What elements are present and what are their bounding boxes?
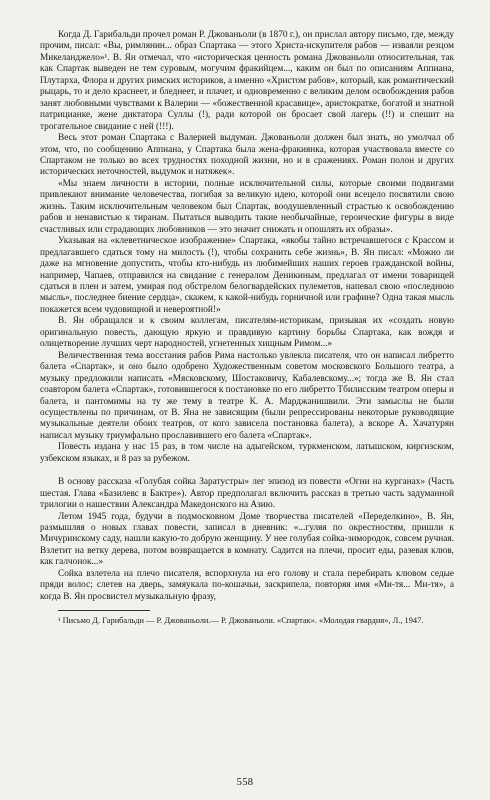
- paragraph-8: В основу рассказа «Голубая сойка Заратустры» лег эпизод из повести «Огни на курганах» (Часть шестая. Глава «Базилевс в Бактре»). Автор предполагал включить рассказ в третью часть задуманной трилогии о нашествии Александра Македонского на Азию.: [40, 477, 454, 511]
- page-number: 558: [236, 777, 254, 788]
- paragraph-4: Указывая на «клеветническое изображение» Спартака, «якобы тайно встречавшегося с Крассом и предлагавшего сдаться тому на милость (!), чтобы сохранить себе жизнь», В. Ян писал: «Можно ли даже на мгновение допустить, чтобы кто-нибудь из любимейших наших героев гражданской войны, например, Чапаев, отправился на свидание с генералом Деникиным, предлагал от имени товарищей сдаться в плен и затем, умирая под обстрелом белогвардейских пулеметов, напевал свою «последнюю мысль», последнее биение сердца», скажем, к какой-нибудь горничной или графине? Одна такая мысль покажется всем чудовищной и невероятной!»: [40, 236, 454, 315]
- main-text-bottom: [40, 477, 454, 603]
- section-gap: [40, 465, 454, 477]
- paragraph-3: «Мы знаем личности в истории, полные исключительной силы, которые своими подвигами привлекают внимание человечества, погибая за великую идею, которой они всецело посвятили свою жизнь. Таким исключительным человеком был Спартак, воодушевленный страстью к освобождению рабов и ненавистью к тиранам. Пытаться выводить такие необычайные, героические фигуры в виде счастливых или страдающих любовников — это значит снижать и опошлять их образы».: [40, 178, 454, 235]
- paragraph-1: Когда Д. Гарибальди прочел роман Р. Джованьоли (в 1870 г.), он прислал автору письмо, где, между прочим, писал: «Вы, римлянин... образ Спартака — этого Христа-искупителя рабов — изваяли резцом Микеланджело»¹. В. Ян отмечал, что «историческая ценность романа Джованьоли относительная, так как Спартак выведен не тем суровым, могучим фракийцем..., каким он был по описаниям Аппиана, Плутарха, Флора и других римских историков, а именно «Христом рабов», который, как романтический рыцарь, то и дело краснеет, и бледнеет, и плачет, и одновременно с великим делом освобождения рабов занят любовными чувствами к Валерии — «божественной красавице», аристократке, богатой и знатной патрицианке, жене диктатора Суллы (!), ради которой он бросает свой лагерь (!!) и спешит на трогательное свидание с ней (!!!).: [40, 30, 454, 132]
- paragraph-10: Сойка взлетела на плечо писателя, вспорхнула на его голову и стала перебирать клювом седые пряди волос; слетев на дверь, замяукала по-кошачьи, заскрипела, повторяя имя «Ми-тя... Ми-тя», а когда В. Ян просвистел музыкальную фразу,: [40, 568, 454, 602]
- main-text-top: [40, 30, 454, 465]
- paragraph-9: Летом 1945 года, будучи в подмосковном Доме творчества писателей «Переделкино», В. Ян, размышляя о новых главах повести, записал в дневник: «...гуляя по окрестностям, пришли к Мичуринскому саду, нашли какую-то добрую женщину. У нее голубая сойка-зимородок, совсем ручная. Взлетит на ветку дерева, потом возвращается в комнату. Садится на плечи, просит еды, разевая клюв, как галчонок...»: [40, 511, 454, 568]
- paragraph-2: Весь этот роман Спартака с Валерией выдуман. Джованьоли должен был знать, но умолчал об этом, что, по сообщению Аппиана, у Спартака была жена-фракиянка, которая участвовала вместе со Спартаком не только во всех трудностях походной жизни, но и в сражениях. Роман полон и других исторических неточностей, выдумок и натяжек».: [40, 133, 454, 178]
- footnote-divider: [58, 610, 150, 611]
- paragraph-6: Величественная тема восстания рабов Рима настолько увлекла писателя, что он написал либретто балета «Спартак», и оно было одобрено Художественным советом московского Большого театра, а музыку предложили написать «Мясковскому, Шостаковичу, Кабалевскому...»; тогда же В. Ян стал соавтором балета «Спартак», готовившегося к постановке по его либретто Тбилисским театром оперы и балета, и пантомимы на ту же тему в театре К. А. Марджанишвили. Эти замыслы не были осуществлены по причинам, от В. Яна не зависящим (были репрессированы некоторые руководящие музыкальные деятели обоих театров, от кого зависела постановка балета), а вскоре А. Хачатурян написал музыку триумфально прославившего его балета «Спартак».: [40, 350, 455, 441]
- paragraph-5: В. Ян обращался и к своим коллегам, писателям-историкам, призывая их «создать новую оригинальную повесть, дающую яркую и правдивую картину борьбы Спартака, как вождя и олицетворение лучших черт народностей, угнетенных хищным Римом...»: [40, 316, 454, 350]
- footnote: ¹ Письмо Д. Гарибальди — Р. Джованьоли.— Р. Джованьоли. «Спартак». «Молодая гвардия», Л., 1947.: [58, 616, 424, 626]
- paragraph-7: Повесть издана у нас 15 раз, в том числе на адыгейском, туркменском, латышском, киргизском, узбекском языках, и 8 раз за рубежом.: [40, 442, 454, 464]
